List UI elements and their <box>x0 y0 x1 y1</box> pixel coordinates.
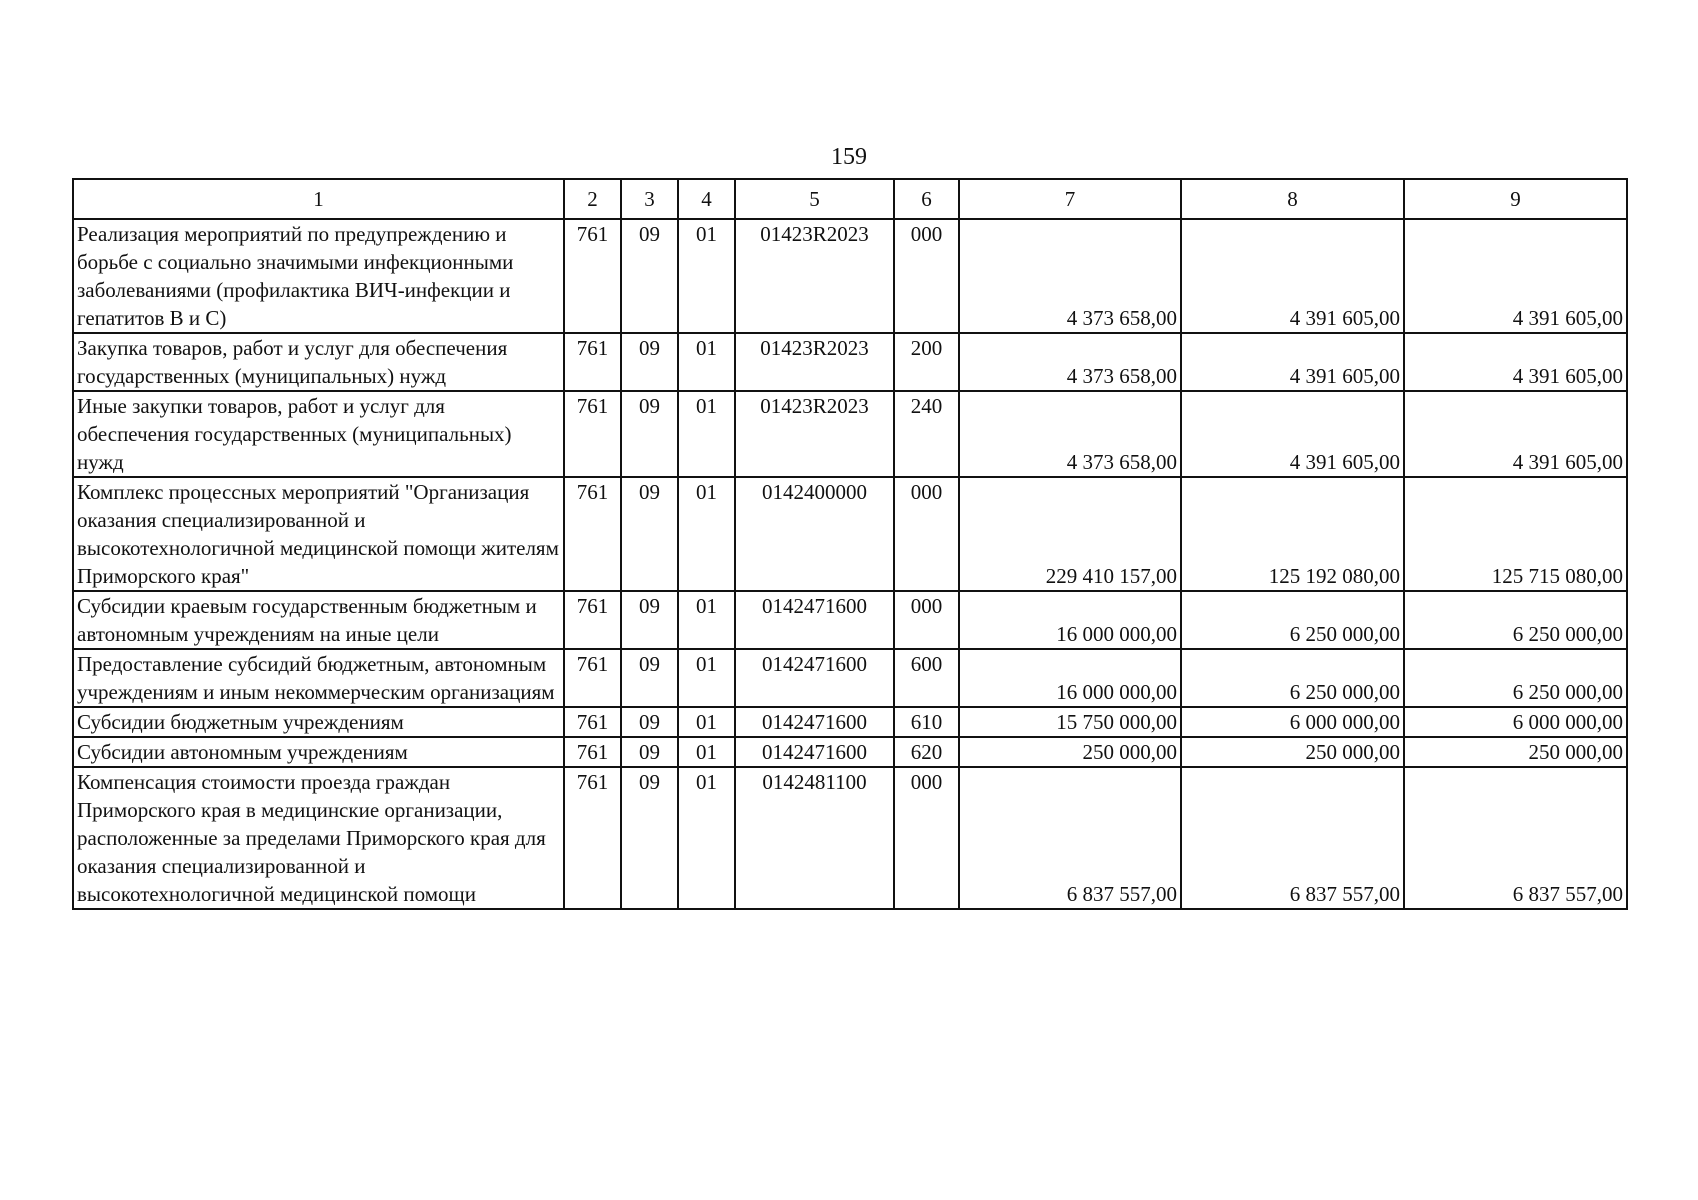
column-header-8: 8 <box>1181 179 1404 219</box>
col5-cell: 0142471600 <box>735 649 894 707</box>
column-header-4: 4 <box>678 179 735 219</box>
amount-col9-cell: 6 000 000,00 <box>1404 707 1627 737</box>
col6-cell: 000 <box>894 477 959 591</box>
amount-col9-cell: 4 391 605,00 <box>1404 333 1627 391</box>
table-body <box>73 179 1627 909</box>
table-row <box>73 737 1627 767</box>
col2-cell: 761 <box>564 649 621 707</box>
amount-col8-cell: 6 000 000,00 <box>1181 707 1404 737</box>
amount-col8-cell: 6 837 557,00 <box>1181 767 1404 909</box>
amount-col8-cell: 125 192 080,00 <box>1181 477 1404 591</box>
table-row <box>73 707 1627 737</box>
amount-col9-cell: 4 391 605,00 <box>1404 391 1627 477</box>
col2-cell: 761 <box>564 219 621 333</box>
col4-cell: 01 <box>678 391 735 477</box>
col4-cell: 01 <box>678 219 735 333</box>
col3-cell: 09 <box>621 591 678 649</box>
col6-cell: 240 <box>894 391 959 477</box>
row-name-cell: Комплекс процессных мероприятий "Организация оказания специализированной и высокотехнологичной медицинской помощи жителям Приморского края" <box>73 477 564 591</box>
amount-col7-cell: 229 410 157,00 <box>959 477 1181 591</box>
col5-cell: 01423R2023 <box>735 333 894 391</box>
row-name-cell: Субсидии бюджетным учреждениям <box>73 707 564 737</box>
col5-cell: 0142481100 <box>735 767 894 909</box>
col3-cell: 09 <box>621 737 678 767</box>
column-header-1: 1 <box>73 179 564 219</box>
row-name-cell: Субсидии краевым государственным бюджетным и автономным учреждениям на иные цели <box>73 591 564 649</box>
row-name-cell: Субсидии автономным учреждениям <box>73 737 564 767</box>
col3-cell: 09 <box>621 391 678 477</box>
col6-cell: 000 <box>894 591 959 649</box>
table-row <box>73 591 1627 649</box>
table-row <box>73 391 1627 477</box>
col6-cell: 600 <box>894 649 959 707</box>
column-header-7: 7 <box>959 179 1181 219</box>
page-number: 159 <box>831 144 867 170</box>
amount-col8-cell: 4 391 605,00 <box>1181 219 1404 333</box>
column-header-6: 6 <box>894 179 959 219</box>
amount-col7-cell: 4 373 658,00 <box>959 391 1181 477</box>
col5-cell: 0142400000 <box>735 477 894 591</box>
col2-cell: 761 <box>564 477 621 591</box>
table-row <box>73 767 1627 909</box>
amount-col7-cell: 250 000,00 <box>959 737 1181 767</box>
row-name-cell: Предоставление субсидий бюджетным, автономным учреждениям и иным некоммерческим организациям <box>73 649 564 707</box>
amount-col7-cell: 16 000 000,00 <box>959 591 1181 649</box>
col4-cell: 01 <box>678 591 735 649</box>
col5-cell: 0142471600 <box>735 707 894 737</box>
col6-cell: 200 <box>894 333 959 391</box>
col5-cell: 0142471600 <box>735 737 894 767</box>
column-header-2: 2 <box>564 179 621 219</box>
column-header-5: 5 <box>735 179 894 219</box>
table-row <box>73 333 1627 391</box>
amount-col7-cell: 6 837 557,00 <box>959 767 1181 909</box>
col3-cell: 09 <box>621 477 678 591</box>
col4-cell: 01 <box>678 737 735 767</box>
col3-cell: 09 <box>621 707 678 737</box>
col2-cell: 761 <box>564 333 621 391</box>
col2-cell: 761 <box>564 707 621 737</box>
amount-col9-cell: 4 391 605,00 <box>1404 219 1627 333</box>
amount-col9-cell: 250 000,00 <box>1404 737 1627 767</box>
col3-cell: 09 <box>621 649 678 707</box>
table-row <box>73 219 1627 333</box>
col4-cell: 01 <box>678 333 735 391</box>
amount-col9-cell: 6 250 000,00 <box>1404 591 1627 649</box>
budget-table <box>72 178 1628 910</box>
col4-cell: 01 <box>678 477 735 591</box>
amount-col9-cell: 125 715 080,00 <box>1404 477 1627 591</box>
row-name-cell: Закупка товаров, работ и услуг для обеспечения государственных (муниципальных) нужд <box>73 333 564 391</box>
table-row <box>73 477 1627 591</box>
col6-cell: 610 <box>894 707 959 737</box>
col3-cell: 09 <box>621 333 678 391</box>
col2-cell: 761 <box>564 767 621 909</box>
col3-cell: 09 <box>621 219 678 333</box>
column-header-3: 3 <box>621 179 678 219</box>
col2-cell: 761 <box>564 737 621 767</box>
col4-cell: 01 <box>678 649 735 707</box>
amount-col9-cell: 6 250 000,00 <box>1404 649 1627 707</box>
amount-col7-cell: 4 373 658,00 <box>959 333 1181 391</box>
amount-col8-cell: 4 391 605,00 <box>1181 391 1404 477</box>
amount-col7-cell: 15 750 000,00 <box>959 707 1181 737</box>
col6-cell: 000 <box>894 767 959 909</box>
col6-cell: 620 <box>894 737 959 767</box>
col2-cell: 761 <box>564 391 621 477</box>
amount-col8-cell: 250 000,00 <box>1181 737 1404 767</box>
amount-col8-cell: 4 391 605,00 <box>1181 333 1404 391</box>
col6-cell: 000 <box>894 219 959 333</box>
col2-cell: 761 <box>564 591 621 649</box>
amount-col7-cell: 16 000 000,00 <box>959 649 1181 707</box>
col3-cell: 09 <box>621 767 678 909</box>
amount-col9-cell: 6 837 557,00 <box>1404 767 1627 909</box>
row-name-cell: Реализация мероприятий по предупреждению и борьбе с социально значимыми инфекционными заболеваниями (профилактика ВИЧ-инфекции и гепатитов В и С) <box>73 219 564 333</box>
col5-cell: 01423R2023 <box>735 391 894 477</box>
col5-cell: 01423R2023 <box>735 219 894 333</box>
column-header-9: 9 <box>1404 179 1627 219</box>
amount-col8-cell: 6 250 000,00 <box>1181 591 1404 649</box>
row-name-cell: Компенсация стоимости проезда граждан Приморского края в медицинские организации, расположенные за пределами Приморского края для оказания специализированной и высокотехнологичной медицинской помощи <box>73 767 564 909</box>
table-header-row <box>73 179 1627 219</box>
table-row <box>73 649 1627 707</box>
amount-col7-cell: 4 373 658,00 <box>959 219 1181 333</box>
col4-cell: 01 <box>678 767 735 909</box>
amount-col8-cell: 6 250 000,00 <box>1181 649 1404 707</box>
row-name-cell: Иные закупки товаров, работ и услуг для обеспечения государственных (муниципальных) нужд <box>73 391 564 477</box>
col5-cell: 0142471600 <box>735 591 894 649</box>
col4-cell: 01 <box>678 707 735 737</box>
